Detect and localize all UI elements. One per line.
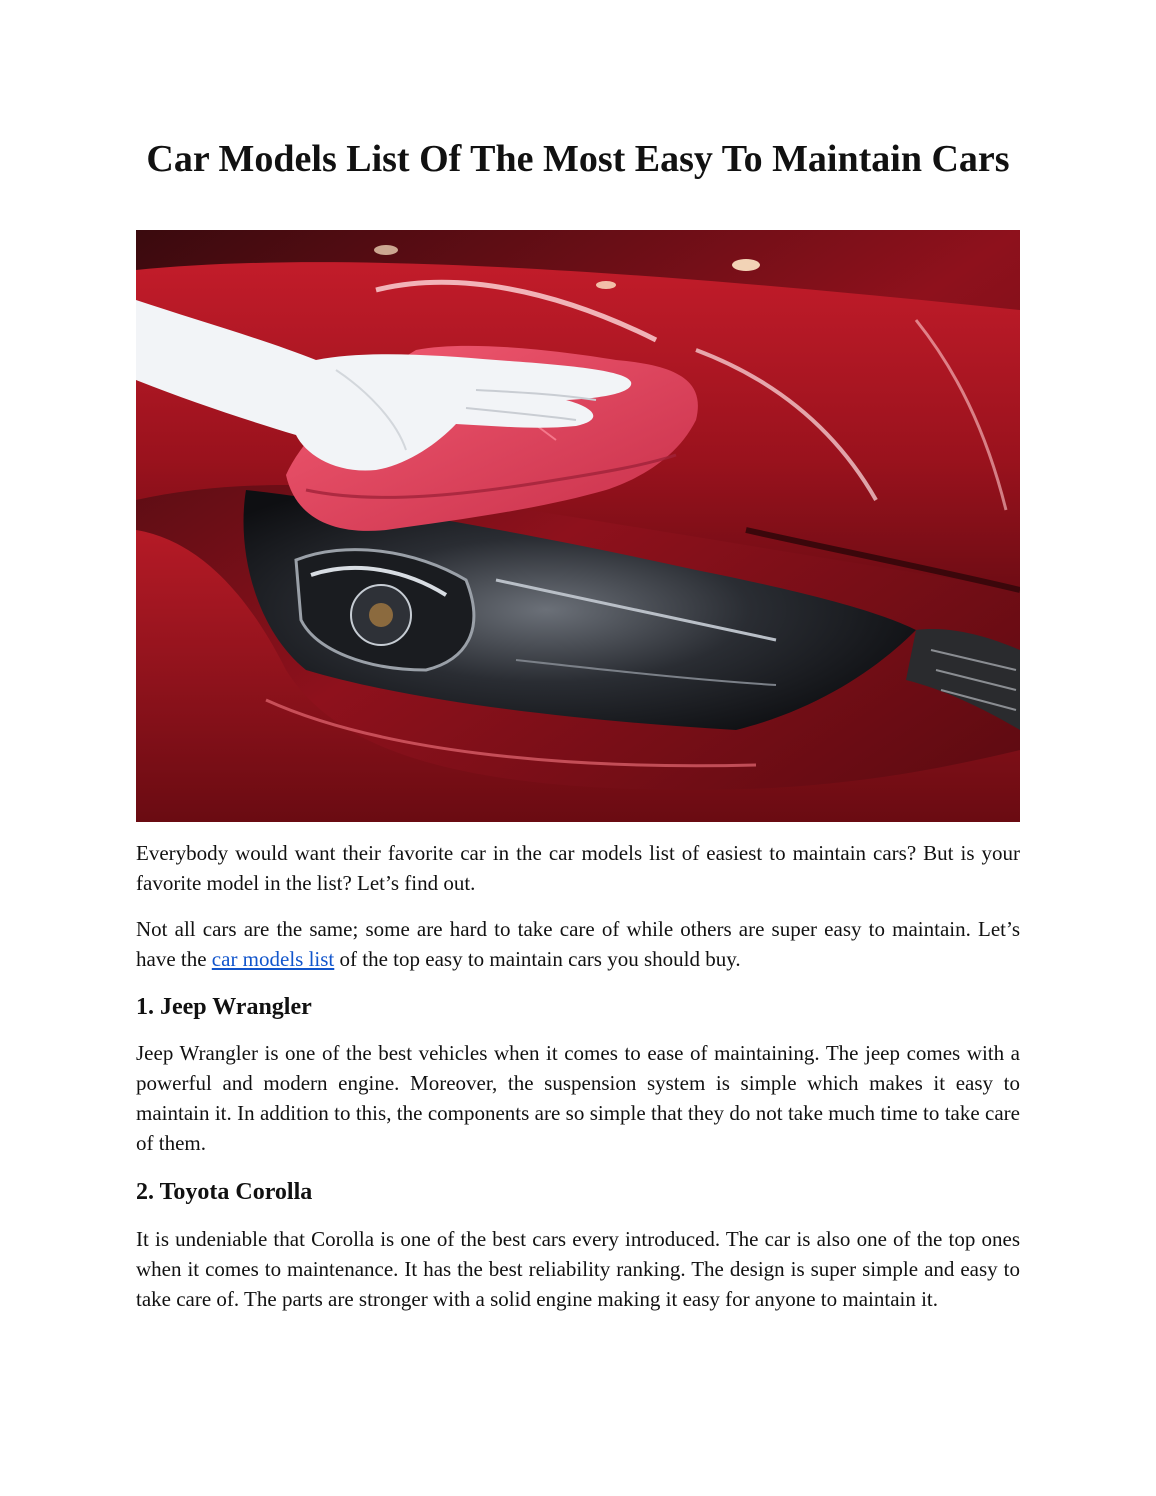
intro-paragraph-1: Everybody would want their favorite car in the car models list of easiest to maintain cars? But is your favorite model in the list? Let’s find out. [136, 841, 1020, 895]
section-body-jeep-wrangler: Jeep Wrangler is one of the best vehicles when it comes to ease of maintaining. The jeep comes with a powerful and modern engine. Moreover, the suspension system is simple which makes it easy to maintain it. In addition to this, the components are so simple that they do not take much time to take care of them. [136, 1041, 1020, 1155]
section-heading-toyota-corolla: 2. Toyota Corolla [136, 1179, 313, 1205]
section-heading-jeep-wrangler: 1. Jeep Wrangler [136, 994, 312, 1020]
car-models-list-link[interactable]: car models list [211, 947, 335, 971]
intro-paragraph-2-end: of the top easy to maintain cars you should buy. [334, 947, 741, 971]
car-cleaning-photo [136, 230, 1020, 822]
page-title: Car Models List Of The Most Easy To Maintain Cars [146, 138, 1010, 180]
intro-paragraph-2-start: Not all cars are the same; some are hard to take care of while others are super easy to maintain. Let’s have the [136, 917, 1020, 971]
car-headlight-illustration [136, 230, 1020, 822]
section-body-toyota-corolla: It is undeniable that Corolla is one of the best cars every introduced. The car is also one of the top ones when it comes to maintenance. It has the best reliability ranking. The design is super simple and easy to take care of. The parts are stronger with a solid engine making it easy for anyone to maintain it. [136, 1227, 1020, 1311]
intro-paragraph-2 [136, 914, 1020, 974]
